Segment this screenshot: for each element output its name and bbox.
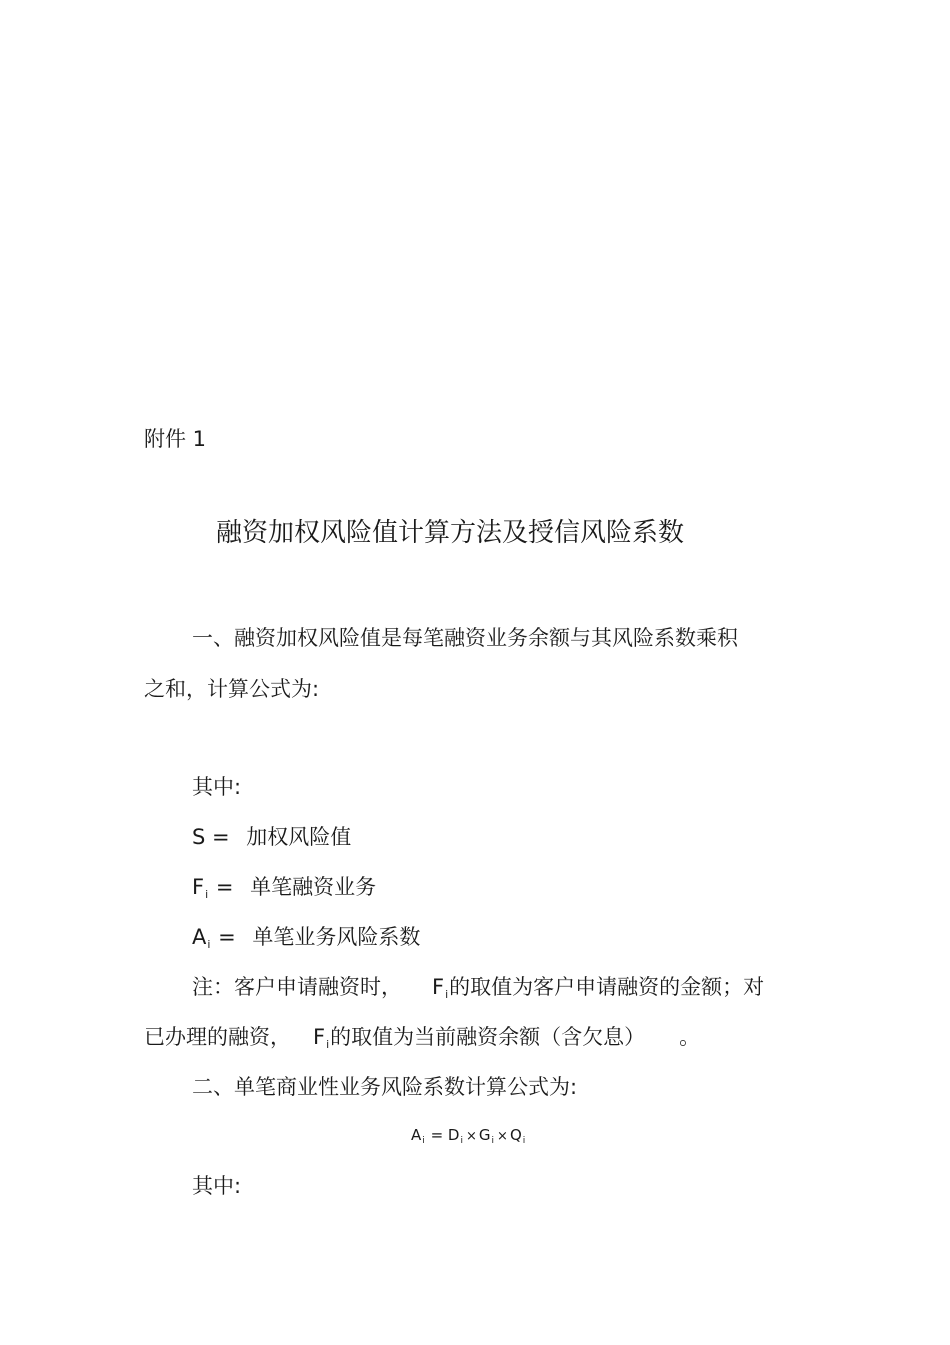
formula-q-subscript: i <box>522 1136 526 1146</box>
note-line1-suffix: 的取值为客户申请融资的金额；对 <box>449 975 765 999</box>
note-line2-symbol-f-subscript: i <box>326 1038 330 1051</box>
formula-times-1: × <box>466 1129 477 1144</box>
definition-s-text: 加权风险值 <box>246 825 352 849</box>
annex-label: 附件 1 <box>144 427 207 451</box>
symbol-a: A <box>192 925 207 949</box>
section1-line1: 一、融资加权风险值是每笔融资业务余额与其风险系数乘积 <box>192 626 738 650</box>
note-line2-end: 。 <box>679 1025 701 1049</box>
note-line2-prefix: 已办理的融资， <box>144 1025 291 1049</box>
note-symbol-f-subscript: i <box>445 988 449 1001</box>
formula-q: Q <box>509 1126 522 1144</box>
note-line2-symbol-f: F <box>313 1025 326 1049</box>
formula-d-subscript: i <box>460 1136 463 1146</box>
where-label-2: 其中: <box>192 1174 242 1198</box>
section2-heading: 二、单笔商业性业务风险系数计算公式为: <box>192 1075 578 1099</box>
symbol-f-subscript: i <box>205 888 209 901</box>
document-title: 融资加权风险值计算方法及授信风险系数 <box>216 518 685 548</box>
formula-g: G <box>478 1126 491 1144</box>
definition-a-text: 单笔业务风险系数 <box>252 925 421 949</box>
note-line2-suffix: 的取值为当前融资余额（含欠息） <box>330 1025 646 1049</box>
formula-times-2: × <box>497 1129 508 1144</box>
definition-s <box>192 823 351 851</box>
symbol-s: S = <box>192 825 230 849</box>
definition-f-text: 单笔融资业务 <box>250 875 377 899</box>
risk-coefficient-formula <box>411 1121 526 1152</box>
note-symbol-f: F <box>432 975 445 999</box>
symbol-f-equals: = <box>215 875 234 899</box>
definition-f <box>192 873 376 905</box>
symbol-a-equals: = <box>218 925 236 949</box>
definition-a <box>192 923 420 955</box>
note-line1-prefix: 注：客户申请融资时， <box>192 975 402 999</box>
where-label-1: 其中: <box>192 775 242 799</box>
symbol-f: F <box>192 875 205 899</box>
symbol-a-subscript: i <box>207 938 211 951</box>
note-line2 <box>144 1023 700 1055</box>
note-line1 <box>192 973 764 1005</box>
formula-g-subscript: i <box>491 1136 495 1146</box>
formula-a: A <box>411 1126 422 1144</box>
formula-a-subscript: i <box>422 1136 425 1146</box>
formula-equals: = <box>430 1126 444 1144</box>
section1-line2: 之和，计算公式为: <box>144 677 320 701</box>
formula-d: D <box>447 1126 460 1144</box>
